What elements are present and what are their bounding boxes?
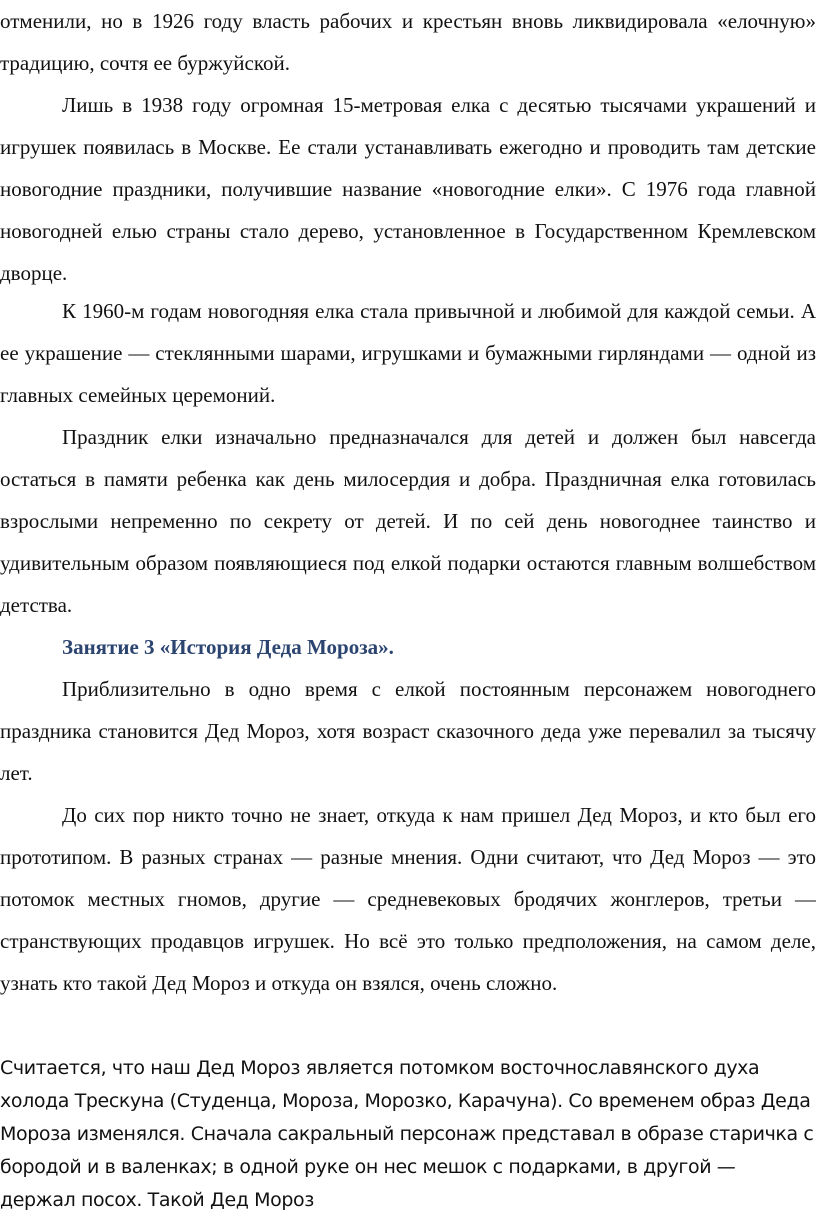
paragraph-treskun-origin: Считается, что наш Дед Мороз является потомком восточнославянского духа холода Трескуна (Студенца, Мороза, Морозко, Карачуна). Со временем образ Деда Мороза изменялся. Сначала сакральный персонаж представал в образе старичка с бородой и в валенках; в одной руке он нес мешок с подарками, в другой — держал посох. Такой Дед Мороз xyxy=(0,1057,814,1211)
section-heading: Занятие 3 «История Деда Мороза». xyxy=(62,635,394,659)
paragraph-children-holiday: Праздник елки изначально предназначался для детей и должен был навсегда остаться в памяти ребенка как день милосердия и добра. Праздничная елка готовилась взрослыми непременно по секрету от детей. И по сей день новогоднее таинство и удивительным образом появляющиеся под елкой подарки остаются главным волшебством детства. xyxy=(0,425,816,617)
paragraph-1938-tree: Лишь в 1938 году огромная 15-метровая елка с десятью тысячами украшений и игрушек появилась в Москве. Ее стали устанавливать ежегодно и проводить там детские новогодние праздники, получившие название «новогодние елки». С 1976 года главной новогодней елью страны стало дерево, установленное в Государственном Кремлевском дворце. xyxy=(0,93,816,285)
paragraph-ded-moroz-age: Приблизительно в одно время с елкой постоянным персонажем новогоднего праздника становится Дед Мороз, хотя возраст сказочного деда уже перевалил за тысячу лет. xyxy=(0,677,816,785)
paragraph-continued: отменили, но в 1926 году власть рабочих и крестьян вновь ликвидировала «елочную» традицию, сочтя ее буржуйской. xyxy=(0,9,816,75)
paragraph-prototype: До сих пор никто точно не знает, откуда к нам пришел Дед Мороз, и кто был его прототипом. В разных странах — разные мнения. Одни считают, что Дед Мороз — это потомок местных гномов, другие — средневековых бродячих жонглеров, третьи — странствующих продавцов игрушек. Но всё это только предположения, на самом деле, узнать кто такой Дед Мороз и откуда он взялся, очень сложно. xyxy=(0,803,816,995)
paragraph-1960s: К 1960-м годам новогодняя елка стала привычной и любимой для каждой семьи. А ее украшение — стеклянными шарами, игрушками и бумажными гирляндами — одной из главных семейных церемоний. xyxy=(0,299,816,407)
